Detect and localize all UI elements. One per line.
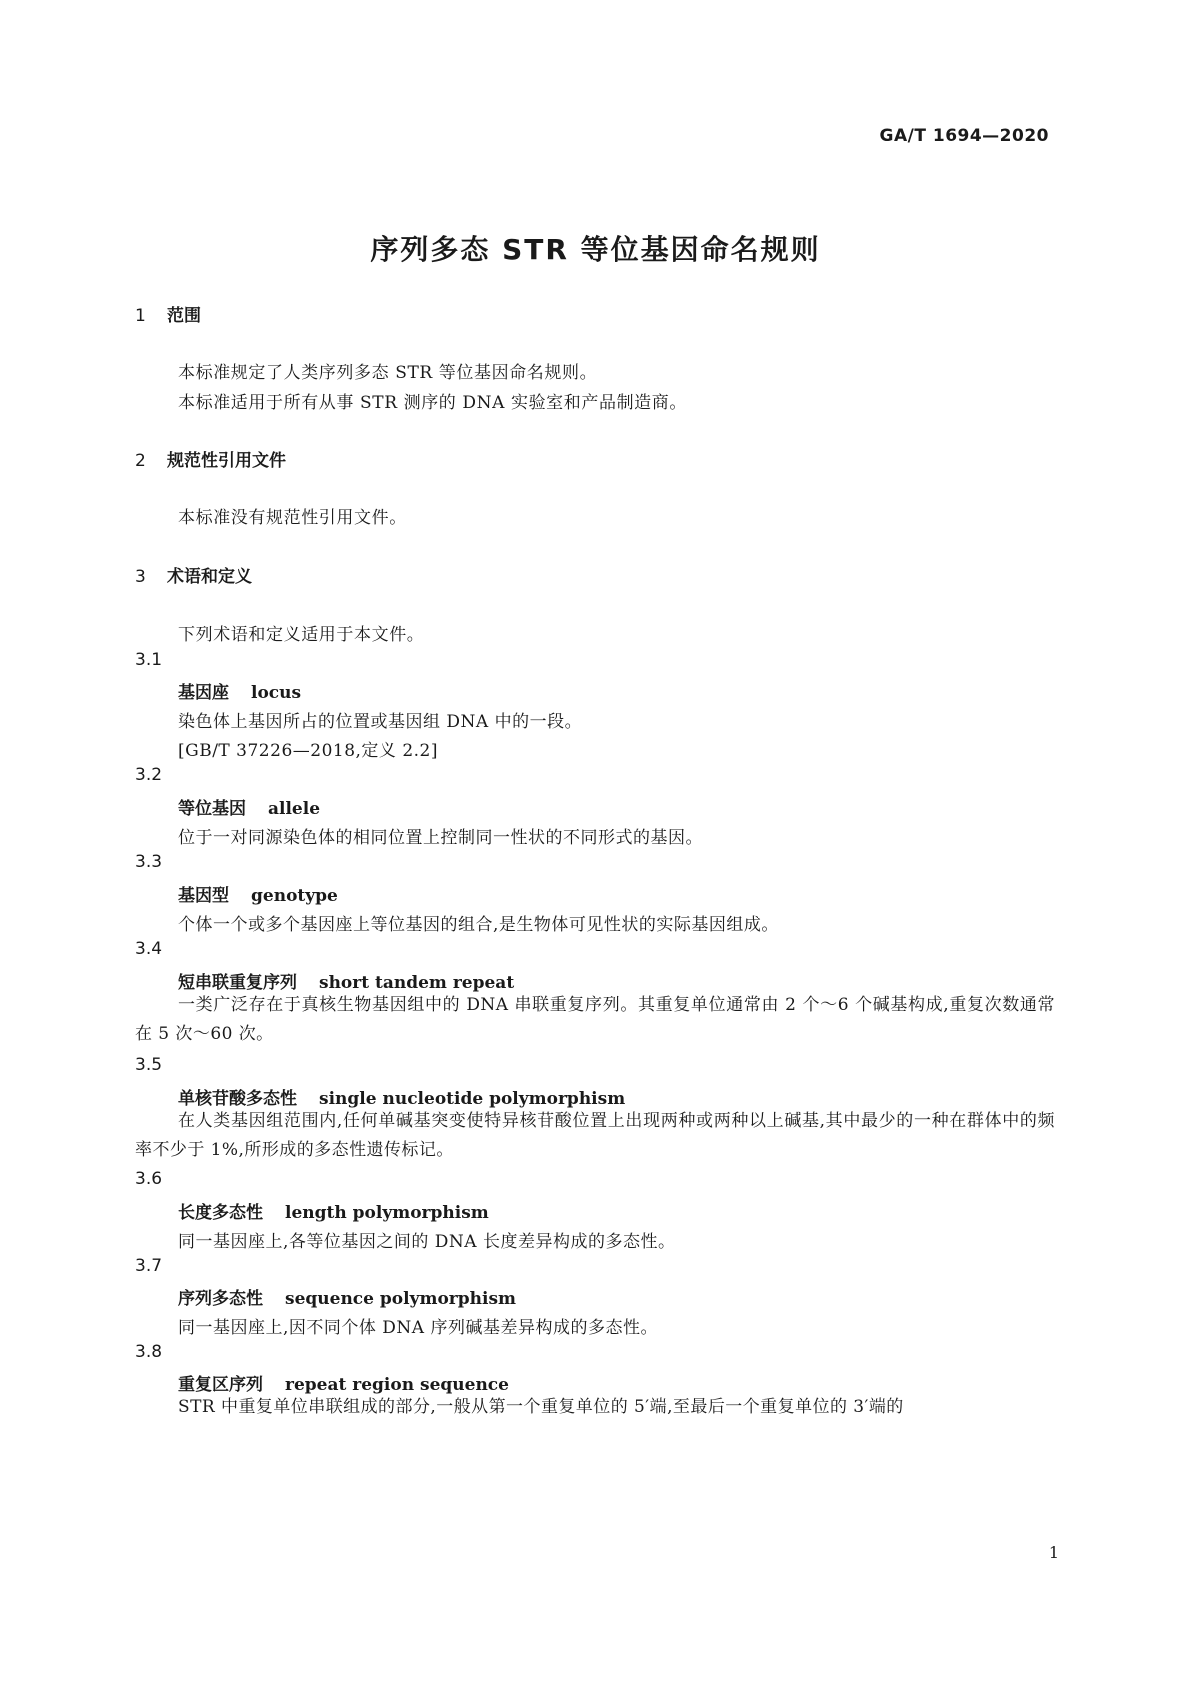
section-title: 范围 xyxy=(167,306,201,326)
term-number: 3.8 xyxy=(135,1342,163,1362)
term-definition: 位于一对同源染色体的相同位置上控制同一性状的不同形式的基因。 xyxy=(178,828,703,848)
term-zh: 基因座 xyxy=(178,683,229,703)
term-definition: 个体一个或多个基因座上等位基因的组合,是生物体可见性状的实际基因组成。 xyxy=(178,915,779,935)
term-zh: 长度多态性 xyxy=(178,1203,263,1223)
term-heading xyxy=(178,794,320,819)
term-en: single nucleotide polymorphism xyxy=(319,1089,626,1109)
term-definition: 一类广泛存在于真核生物基因组中的 DNA 串联重复序列。其重复单位通常由 2 个～6 个碱基构成,重复次数通常在 5 次～60 次。 xyxy=(135,995,1055,1044)
paragraph: 本标准规定了人类序列多态 STR 等位基因命名规则。 xyxy=(178,363,598,383)
term-zh: 单核苷酸多态性 xyxy=(178,1089,297,1109)
term-en: length polymorphism xyxy=(285,1203,489,1223)
term-definition: STR 中重复单位串联组成的部分,一般从第一个重复单位的 5′端,至最后一个重复单位的 3′端的 xyxy=(178,1397,904,1417)
term-heading xyxy=(178,881,338,906)
term-definition: 同一基因座上,各等位基因之间的 DNA 长度差异构成的多态性。 xyxy=(178,1232,676,1252)
paragraph: 本标准适用于所有从事 STR 测序的 DNA 实验室和产品制造商。 xyxy=(178,393,687,413)
term-zh: 等位基因 xyxy=(178,799,246,819)
term-en: locus xyxy=(251,683,302,703)
term-zh: 重复区序列 xyxy=(178,1375,263,1395)
term-definition: 同一基因座上,因不同个体 DNA 序列碱基差异构成的多态性。 xyxy=(178,1318,658,1338)
term-definition: 在人类基因组范围内,任何单碱基突变使特异核苷酸位置上出现两种或两种以上碱基,其中最少的一种在群体中的频率不少于 1%,所形成的多态性遗传标记。 xyxy=(135,1111,1055,1160)
term-heading xyxy=(178,1370,509,1395)
term-number: 3.5 xyxy=(135,1055,163,1075)
term-zh: 序列多态性 xyxy=(178,1289,263,1309)
term-number: 3.2 xyxy=(135,765,163,785)
term-number: 3.6 xyxy=(135,1169,163,1189)
term-source: [GB/T 37226—2018,定义 2.2] xyxy=(178,741,438,761)
document-title: 序列多态 STR 等位基因命名规则 xyxy=(370,233,821,266)
standard-code: GA/T 1694—2020 xyxy=(879,126,1049,146)
section-number: 3 xyxy=(135,567,146,587)
term-heading xyxy=(178,1084,625,1109)
term-en: sequence polymorphism xyxy=(285,1289,517,1309)
section-heading-3 xyxy=(135,562,252,587)
term-heading xyxy=(178,968,514,993)
paragraph: 本标准没有规范性引用文件。 xyxy=(178,508,407,528)
term-heading xyxy=(178,1284,516,1309)
term-number: 3.3 xyxy=(135,852,163,872)
section-title: 规范性引用文件 xyxy=(167,451,286,471)
section-heading-1 xyxy=(135,301,201,326)
term-heading xyxy=(178,678,301,703)
term-en: genotype xyxy=(251,886,338,906)
term-en: allele xyxy=(268,799,321,819)
term-zh: 短串联重复序列 xyxy=(178,973,297,993)
term-en: repeat region sequence xyxy=(285,1375,509,1395)
paragraph: 下列术语和定义适用于本文件。 xyxy=(178,625,425,645)
section-title: 术语和定义 xyxy=(167,567,252,587)
term-definition: 染色体上基因所占的位置或基因组 DNA 中的一段。 xyxy=(178,712,583,732)
term-number: 3.1 xyxy=(135,650,163,670)
term-number: 3.7 xyxy=(135,1256,163,1276)
term-en: short tandem repeat xyxy=(319,973,515,993)
section-number: 1 xyxy=(135,306,146,326)
section-number: 2 xyxy=(135,451,146,471)
term-number: 3.4 xyxy=(135,939,163,959)
term-heading xyxy=(178,1198,489,1223)
term-zh: 基因型 xyxy=(178,886,229,906)
page-number: 1 xyxy=(1048,1543,1059,1562)
section-heading-2 xyxy=(135,446,286,471)
